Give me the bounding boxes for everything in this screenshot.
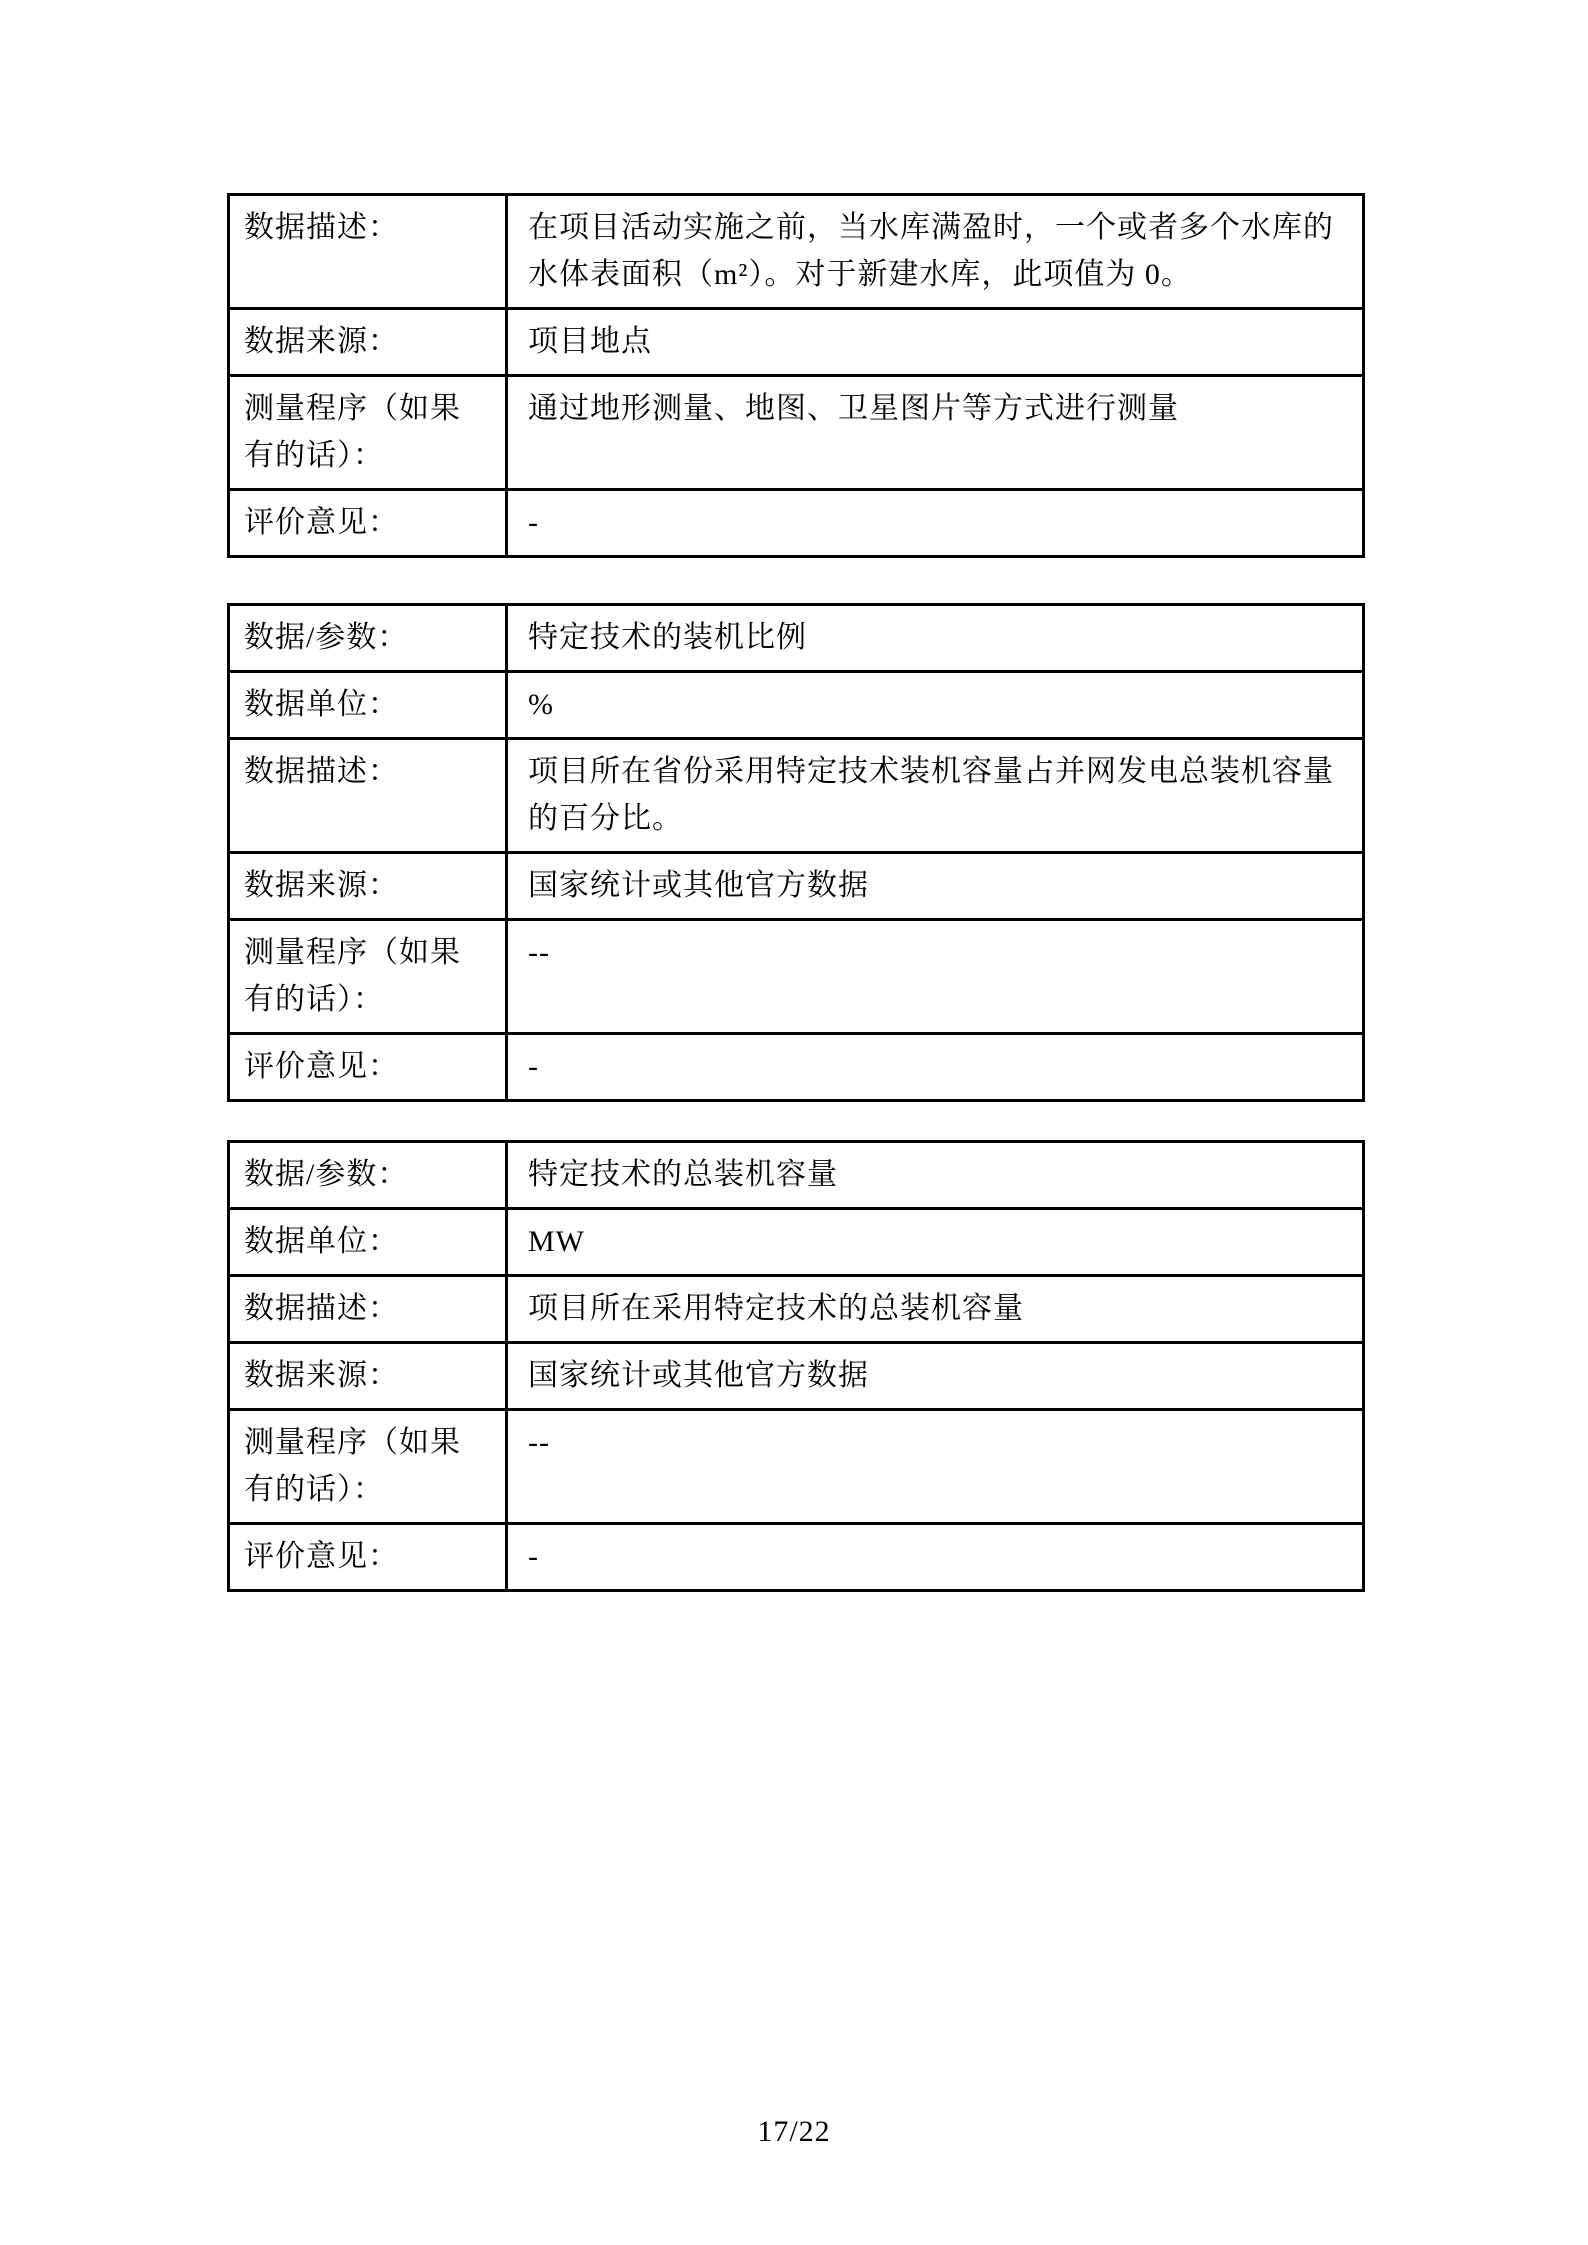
table-row: [229, 1524, 1364, 1591]
parameter-table-3: [227, 1140, 1365, 1592]
row-value: 项目所在采用特定技术的总装机容量: [507, 1276, 1364, 1343]
row-label: 数据单位：: [229, 1209, 507, 1276]
row-value: -: [507, 1034, 1364, 1101]
row-value: 国家统计或其他官方数据: [507, 1343, 1364, 1410]
table-row: [229, 1276, 1364, 1343]
row-value: MW: [507, 1209, 1364, 1276]
row-value: 通过地形测量、地图、卫星图片等方式进行测量: [507, 376, 1364, 490]
row-label: 数据来源：: [229, 309, 507, 376]
row-value: 特定技术的装机比例: [507, 605, 1364, 672]
table-row: [229, 1209, 1364, 1276]
table-row: [229, 490, 1364, 557]
row-value: 特定技术的总装机容量: [507, 1142, 1364, 1209]
row-label: 数据描述：: [229, 739, 507, 853]
table-row: [229, 1034, 1364, 1101]
parameter-table-1: [227, 193, 1365, 558]
table-row: [229, 1142, 1364, 1209]
row-label: 数据描述：: [229, 195, 507, 309]
row-label: 数据/参数：: [229, 1142, 507, 1209]
row-value: %: [507, 672, 1364, 739]
row-label: 测量程序（如果有的话）：: [229, 1410, 507, 1524]
row-value: 在项目活动实施之前，当水库满盈时，一个或者多个水库的水体表面积（m²）。对于新建水库，此项值为 0。: [507, 195, 1364, 309]
row-value: -: [507, 490, 1364, 557]
row-value: 国家统计或其他官方数据: [507, 853, 1364, 920]
table-row: [229, 739, 1364, 853]
row-label: 评价意见：: [229, 1034, 507, 1101]
table-row: [229, 672, 1364, 739]
row-label: 数据单位：: [229, 672, 507, 739]
table-row: [229, 309, 1364, 376]
table-row: [229, 195, 1364, 309]
row-value: --: [507, 1410, 1364, 1524]
row-label: 数据来源：: [229, 1343, 507, 1410]
table-row: [229, 920, 1364, 1034]
row-label: 评价意见：: [229, 490, 507, 557]
table-row: [229, 1410, 1364, 1524]
row-value: --: [507, 920, 1364, 1034]
row-label: 数据/参数：: [229, 605, 507, 672]
row-value: 项目地点: [507, 309, 1364, 376]
table-row: [229, 605, 1364, 672]
row-value: 项目所在省份采用特定技术装机容量占并网发电总装机容量的百分比。: [507, 739, 1364, 853]
table-row: [229, 376, 1364, 490]
parameter-table-2: [227, 603, 1365, 1102]
row-label: 测量程序（如果有的话）：: [229, 920, 507, 1034]
row-label: 测量程序（如果有的话）：: [229, 376, 507, 490]
row-label: 数据来源：: [229, 853, 507, 920]
row-label: 评价意见：: [229, 1524, 507, 1591]
row-label: 数据描述：: [229, 1276, 507, 1343]
row-value: -: [507, 1524, 1364, 1591]
table-row: [229, 1343, 1364, 1410]
page-number: 17/22: [757, 2115, 831, 2148]
table-row: [229, 853, 1364, 920]
